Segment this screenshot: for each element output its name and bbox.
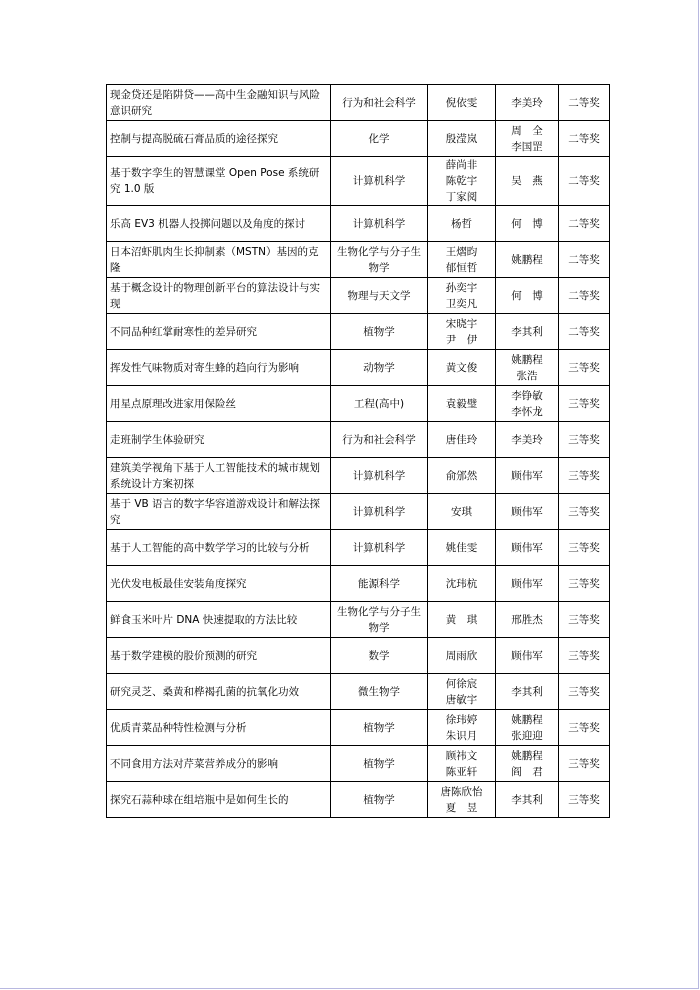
student-names — [428, 494, 496, 530]
advisor-names — [496, 494, 559, 530]
advisor-names — [496, 458, 559, 494]
student-names — [428, 422, 496, 458]
project-category: 生物化学与分子生物学 — [331, 602, 428, 638]
student-name: 朱识月 — [445, 729, 478, 742]
project-title: 乐高 EV3 机器人投掷问题以及角度的探讨 — [107, 206, 331, 242]
advisor-names — [496, 386, 559, 422]
student-name: 周雨欣 — [445, 649, 478, 662]
advisor-name: 顾伟军 — [511, 505, 543, 518]
student-name: 殷滢岚 — [445, 132, 478, 145]
award-level: 三等奖 — [559, 422, 610, 458]
award-level: 三等奖 — [559, 386, 610, 422]
advisor-name: 姚鹏程 — [511, 253, 543, 266]
project-category: 计算机科学 — [331, 458, 428, 494]
table-row — [107, 85, 610, 121]
student-name: 唐陈欣怡 — [440, 785, 483, 798]
project-category: 植物学 — [331, 782, 428, 818]
advisor-names — [496, 242, 559, 278]
project-title: 建筑美学视角下基于人工智能技术的城市规划系统设计方案初探 — [107, 458, 331, 494]
project-category: 动物学 — [331, 350, 428, 386]
project-category: 计算机科学 — [331, 494, 428, 530]
student-names — [428, 782, 496, 818]
award-level: 三等奖 — [559, 494, 610, 530]
table-row — [107, 278, 610, 314]
award-level: 三等奖 — [559, 710, 610, 746]
student-name: 黄 琪 — [445, 613, 478, 626]
advisor-name: 顾伟军 — [511, 649, 543, 662]
project-category: 植物学 — [331, 314, 428, 350]
table-row — [107, 157, 610, 206]
student-name: 顾祎文 — [445, 749, 478, 762]
advisor-name: 李其利 — [511, 793, 543, 806]
student-names — [428, 121, 496, 157]
project-category: 计算机科学 — [331, 157, 428, 206]
student-names — [428, 157, 496, 206]
table-row — [107, 782, 610, 818]
table-row — [107, 386, 610, 422]
project-title: 鲜食玉米叶片 DNA 快速提取的方法比较 — [107, 602, 331, 638]
student-name: 夏 昱 — [445, 801, 478, 814]
advisor-name: 阎 君 — [511, 765, 543, 778]
award-level: 二等奖 — [559, 206, 610, 242]
advisor-names — [496, 85, 559, 121]
project-title: 走班制学生体验研究 — [107, 422, 331, 458]
award-level: 二等奖 — [559, 278, 610, 314]
award-level: 三等奖 — [559, 782, 610, 818]
advisor-name: 顾伟军 — [511, 577, 543, 590]
student-name: 陈乾宇 — [445, 175, 478, 187]
table-row — [107, 530, 610, 566]
table-row — [107, 206, 610, 242]
advisor-name: 张迎迎 — [511, 729, 543, 742]
student-names — [428, 458, 496, 494]
advisor-name: 姚鹏程 — [511, 749, 543, 762]
project-title: 基于数字孪生的智慧课堂 Open Pose 系统研究 1.0 版 — [107, 157, 331, 206]
student-name: 姚佳雯 — [445, 541, 478, 554]
project-category: 植物学 — [331, 710, 428, 746]
award-level: 二等奖 — [559, 121, 610, 157]
project-category: 生物化学与分子生物学 — [331, 242, 428, 278]
advisor-name: 李其利 — [511, 685, 543, 698]
student-name: 郁恒哲 — [445, 261, 478, 274]
student-name: 杨哲 — [451, 217, 472, 230]
advisor-names — [496, 157, 559, 206]
student-name: 倪依雯 — [445, 96, 478, 109]
award-level: 三等奖 — [559, 674, 610, 710]
project-category: 能源科学 — [331, 566, 428, 602]
student-names — [428, 278, 496, 314]
student-name: 尹 伊 — [445, 333, 478, 346]
project-category: 行为和社会科学 — [331, 85, 428, 121]
award-level: 三等奖 — [559, 566, 610, 602]
advisor-names — [496, 350, 559, 386]
project-title: 用星点原理改进家用保险丝 — [107, 386, 331, 422]
project-category: 植物学 — [331, 746, 428, 782]
table-row — [107, 638, 610, 674]
award-level: 三等奖 — [559, 350, 610, 386]
student-name: 唐敏宇 — [445, 693, 478, 706]
award-level: 三等奖 — [559, 530, 610, 566]
student-names — [428, 314, 496, 350]
student-name: 何徐宸 — [445, 677, 478, 690]
table-row — [107, 746, 610, 782]
student-name: 孙奕宇 — [445, 281, 478, 294]
advisor-names — [496, 530, 559, 566]
project-title: 光伏发电板最佳安装角度探究 — [107, 566, 331, 602]
project-title: 基于概念设计的物理创新平台的算法设计与实现 — [107, 278, 331, 314]
student-name: 俞邠然 — [445, 469, 478, 482]
project-title: 优质青菜品种特性检测与分析 — [107, 710, 331, 746]
project-title: 现金贷还是陷阱贷——高中生金融知识与风险意识研究 — [107, 85, 331, 121]
student-name: 丁家阅 — [445, 191, 478, 203]
advisor-names — [496, 314, 559, 350]
student-name: 宋晓宇 — [445, 317, 478, 330]
advisor-names — [496, 746, 559, 782]
student-names — [428, 350, 496, 386]
advisor-names — [496, 206, 559, 242]
advisor-names — [496, 121, 559, 157]
advisor-name: 周 全 — [511, 124, 543, 137]
project-category: 计算机科学 — [331, 530, 428, 566]
advisor-name: 何 博 — [511, 289, 543, 302]
advisor-names — [496, 422, 559, 458]
table-row — [107, 674, 610, 710]
award-level: 二等奖 — [559, 314, 610, 350]
project-category: 物理与天文学 — [331, 278, 428, 314]
advisor-name: 李其利 — [511, 325, 543, 338]
student-name: 黄文俊 — [445, 361, 478, 374]
project-category: 工程(高中) — [331, 386, 428, 422]
table-row — [107, 566, 610, 602]
awards-table — [106, 84, 610, 818]
table-row — [107, 494, 610, 530]
advisor-names — [496, 710, 559, 746]
table-row — [107, 458, 610, 494]
advisor-names — [496, 566, 559, 602]
advisor-name: 张浩 — [516, 369, 538, 382]
student-names — [428, 530, 496, 566]
student-name: 王熠昀 — [445, 245, 478, 258]
advisor-name: 姚鹏程 — [511, 713, 543, 726]
advisor-name: 李美玲 — [511, 96, 543, 109]
student-name: 薛尚非 — [445, 159, 478, 171]
advisor-name: 何 博 — [511, 217, 543, 230]
award-level: 三等奖 — [559, 602, 610, 638]
student-name: 陈亚轩 — [445, 765, 478, 778]
student-name: 徐玮婷 — [445, 713, 478, 726]
advisor-name: 李美玲 — [511, 433, 543, 446]
project-title: 基于人工智能的高中数学学习的比较与分析 — [107, 530, 331, 566]
student-names — [428, 602, 496, 638]
student-names — [428, 386, 496, 422]
advisor-names — [496, 602, 559, 638]
advisor-name: 邢胜杰 — [511, 613, 543, 626]
project-category: 行为和社会科学 — [331, 422, 428, 458]
table-row — [107, 314, 610, 350]
project-title: 挥发性气味物质对寄生蜂的趋向行为影响 — [107, 350, 331, 386]
project-title: 不同品种红掌耐寒性的差异研究 — [107, 314, 331, 350]
student-names — [428, 674, 496, 710]
award-level: 三等奖 — [559, 746, 610, 782]
student-names — [428, 206, 496, 242]
project-title: 研究灵芝、桑黄和桦褐孔菌的抗氧化功效 — [107, 674, 331, 710]
advisor-name: 吴 燕 — [511, 175, 543, 187]
student-names — [428, 710, 496, 746]
student-name: 安琪 — [451, 505, 472, 518]
advisor-names — [496, 674, 559, 710]
student-names — [428, 242, 496, 278]
project-category: 微生物学 — [331, 674, 428, 710]
advisor-names — [496, 782, 559, 818]
table-row — [107, 602, 610, 638]
award-level: 二等奖 — [559, 242, 610, 278]
awards-table-body — [107, 85, 610, 818]
student-name: 沈玮杭 — [445, 577, 478, 590]
table-row — [107, 350, 610, 386]
student-names — [428, 746, 496, 782]
student-names — [428, 85, 496, 121]
award-level: 二等奖 — [559, 157, 610, 206]
award-level: 三等奖 — [559, 638, 610, 674]
student-names — [428, 566, 496, 602]
table-row — [107, 422, 610, 458]
project-title: 控制与提高脱硫石膏品质的途径探究 — [107, 121, 331, 157]
student-name: 卫奕凡 — [445, 297, 478, 310]
project-title: 探究石蒜种球在组培瓶中是如何生长的 — [107, 782, 331, 818]
advisor-name: 姚鹏程 — [511, 353, 543, 366]
project-category: 化学 — [331, 121, 428, 157]
advisor-name: 顾伟军 — [511, 469, 543, 482]
advisor-name: 李铮敏 — [511, 389, 543, 402]
student-name: 袁毅璧 — [445, 397, 478, 410]
award-level: 二等奖 — [559, 85, 610, 121]
table-row — [107, 121, 610, 157]
advisor-name: 顾伟军 — [511, 541, 543, 554]
project-title: 基于数学建模的股价预测的研究 — [107, 638, 331, 674]
advisor-names — [496, 638, 559, 674]
advisor-name: 李国罡 — [511, 140, 543, 153]
advisor-name: 李怀龙 — [511, 405, 543, 418]
project-title: 不同食用方法对芹菜营养成分的影响 — [107, 746, 331, 782]
table-row — [107, 710, 610, 746]
table-row — [107, 242, 610, 278]
advisor-names — [496, 278, 559, 314]
project-title: 基于 VB 语言的数字华容道游戏设计和解法探究 — [107, 494, 331, 530]
project-category: 数学 — [331, 638, 428, 674]
student-names — [428, 638, 496, 674]
student-name: 唐佳玲 — [445, 433, 478, 446]
award-level: 三等奖 — [559, 458, 610, 494]
project-category: 计算机科学 — [331, 206, 428, 242]
project-title: 日本沼虾肌肉生长抑制素（MSTN）基因的克隆 — [107, 242, 331, 278]
